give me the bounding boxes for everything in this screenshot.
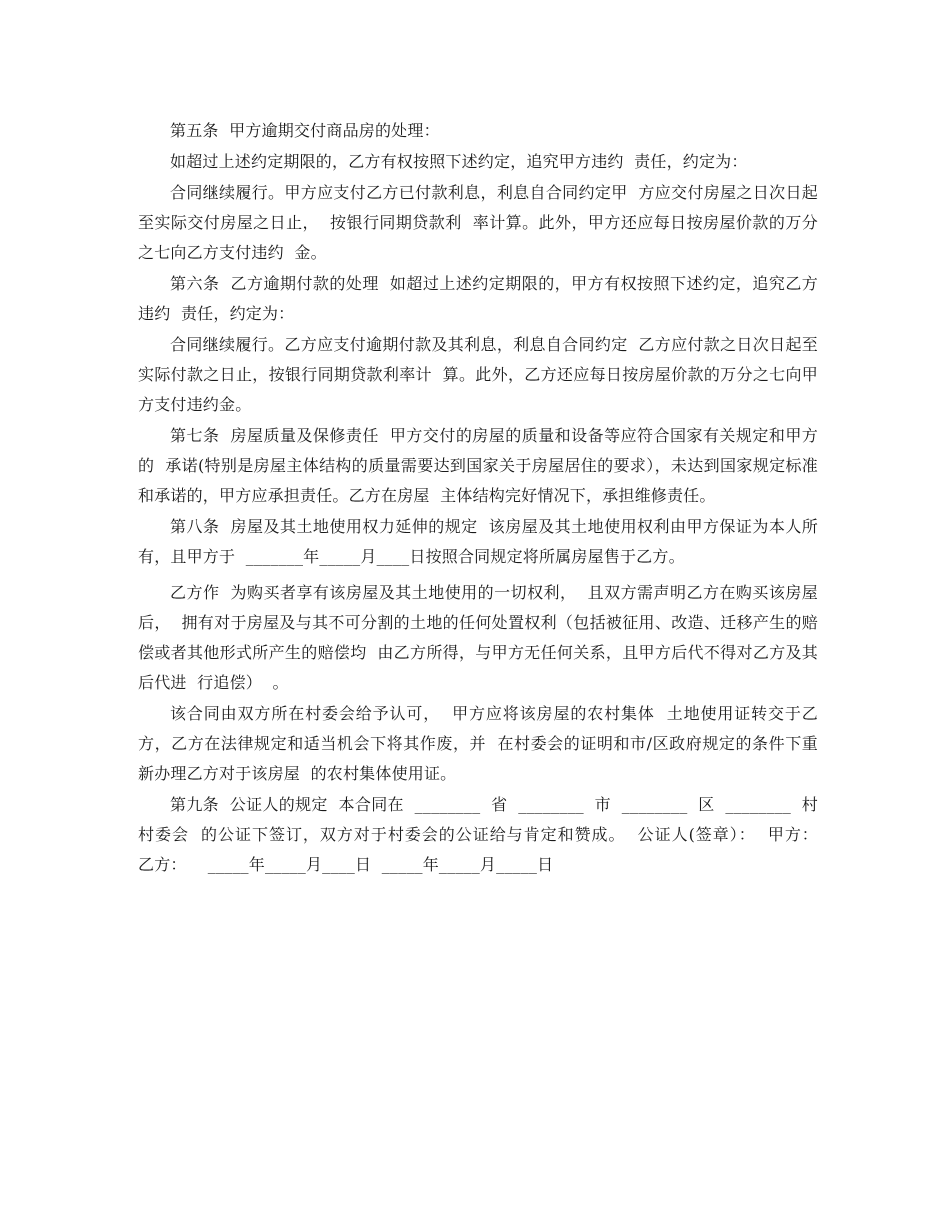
document-body	[138, 116, 840, 881]
clause-9-notary: 第九条 公证人的规定 本合同在 ________ 省 ________ 市 ________ 区 ________ 村村委会 的公证下签订，双方对于村委会的公证给与肯定和赞成。 公证人(签章）： 甲方： 乙方： _____年_____月____日 _____年_____月_____日	[138, 795, 840, 874]
clause-5-terms: 合同继续履行。甲方应支付乙方已付款利息，利息自合同约定甲 方应交付房屋之日次日起至实际交付房屋之日止， 按银行同期贷款利 率计算。此外，甲方还应每日按房屋价款的万分之七向乙方支付违约 金。	[138, 183, 818, 262]
clause-8-certificate: 该合同由双方所在村委会给予认可， 甲方应将该房屋的农村集体 土地使用证转交于乙方，乙方在法律规定和适当机会下将其作废，并 在村委会的证明和市/区政府规定的条件下重新办理乙方对于该房屋 的农村集体使用证。	[138, 704, 818, 783]
clause-6: 第六条 乙方逾期付款的处理 如超过上述约定期限的，甲方有权按照下述约定，追究乙方违约 责任，约定为：	[138, 274, 818, 323]
clause-7: 第七条 房屋质量及保修责任 甲方交付的房屋的质量和设备等应符合国家有关规定和甲方的 承诺(特别是房屋主体结构的质量需要达到国家关于房屋居住的要求），未达到国家规定标准和承诺的，甲方应承担责任。乙方在房屋 主体结构完好情况下，承担维修责任。	[138, 426, 818, 505]
clause-5-heading: 第五条 甲方逾期交付商品房的处理：	[170, 121, 440, 140]
clause-8: 第八条 房屋及其土地使用权力延伸的规定 该房屋及其土地使用权利由甲方保证为本人所有，且甲方于 _______年_____月____日按照合同规定将所属房屋售于乙方。	[138, 517, 818, 566]
clause-8-rights: 乙方作 为购买者享有该房屋及其土地使用的一切权利， 且双方需声明乙方在购买该房屋后， 拥有对于房屋及与其不可分割的土地的任何处置权利（包括被征用、改造、迁移产生的赔偿或者其他形式所产生的赔偿均 由乙方所得，与甲方无任何关系，且甲方后代不得对乙方及其后代进 行追偿） 。	[138, 583, 818, 692]
clause-5-breach-text: 如超过上述约定期限的，乙方有权按照下述约定，追究甲方违约 责任，约定为：	[170, 152, 748, 171]
clause-6-terms: 合同继续履行。乙方应支付逾期付款及其利息，利息自合同约定 乙方应付款之日次日起至实际付款之日止，按银行同期贷款利率计 算。此外，乙方还应每日按房屋价款的万分之七向甲方支付违约金。	[138, 335, 818, 414]
